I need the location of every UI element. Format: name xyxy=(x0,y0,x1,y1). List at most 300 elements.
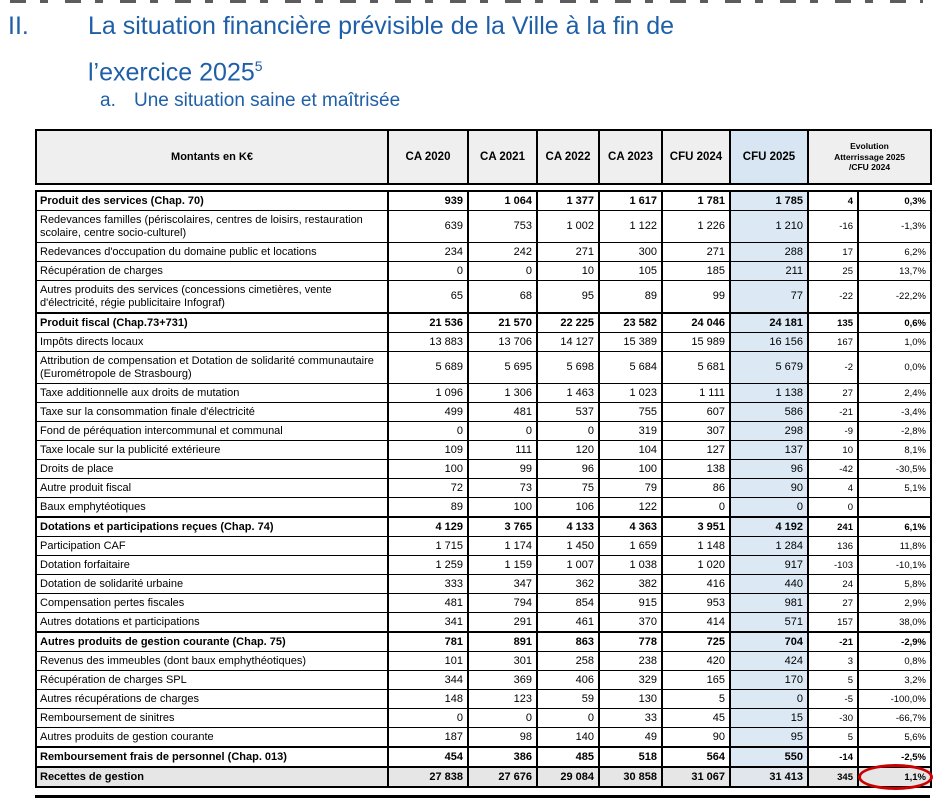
cell-evolution-percent: 0,8% xyxy=(858,652,931,671)
row-label: Récupération de charges xyxy=(36,262,388,281)
column-header-ca-2023: CA 2023 xyxy=(599,130,662,184)
cell-evolution-value: -21 xyxy=(808,632,858,652)
cell-value: 109 xyxy=(388,441,468,460)
column-header-cfu-2025: CFU 2025 xyxy=(730,130,808,184)
row-label: Taxe sur la consommation finale d'électricité xyxy=(36,403,388,422)
cell-value: 96 xyxy=(730,460,808,479)
row-label: Impôts directs locaux xyxy=(36,333,388,352)
cell-value: 755 xyxy=(599,403,662,422)
cell-value: 406 xyxy=(537,671,599,690)
cell-evolution-percent: 1,0% xyxy=(858,333,931,352)
row-label: Taxe additionnelle aux droits de mutation xyxy=(36,384,388,403)
cell-value: 1 174 xyxy=(468,537,537,556)
cell-value: 4 133 xyxy=(537,517,599,537)
cell-value: 347 xyxy=(468,575,537,594)
cell-evolution-value: -21 xyxy=(808,403,858,422)
cell-value: 1 210 xyxy=(730,211,808,243)
cell-value: 329 xyxy=(599,671,662,690)
cell-value: 1 450 xyxy=(537,537,599,556)
cell-value: 0 xyxy=(468,709,537,728)
cell-value: 170 xyxy=(730,671,808,690)
cell-evolution-percent: 13,7% xyxy=(858,262,931,281)
table-row xyxy=(36,556,931,575)
cell-value: 95 xyxy=(730,728,808,748)
cell-evolution-value: -9 xyxy=(808,422,858,441)
cell-evolution-percent: -2,9% xyxy=(858,632,931,652)
cell-evolution-value: 167 xyxy=(808,333,858,352)
table-row xyxy=(36,191,931,211)
cell-evolution-value: -103 xyxy=(808,556,858,575)
cell-value: 854 xyxy=(537,594,599,613)
cell-evolution-value: 10 xyxy=(808,441,858,460)
table-row xyxy=(36,517,931,537)
cell-evolution-percent: -10,1% xyxy=(858,556,931,575)
cell-value: 416 xyxy=(662,575,730,594)
cell-evolution-value: -2 xyxy=(808,352,858,384)
cell-value: 0 xyxy=(388,262,468,281)
table-row xyxy=(36,352,931,384)
cell-value: 99 xyxy=(468,460,537,479)
cell-value: 0 xyxy=(537,709,599,728)
cell-value: 185 xyxy=(662,262,730,281)
table-row xyxy=(36,333,931,352)
row-label: Récupération de charges SPL xyxy=(36,671,388,690)
cell-value: 1 306 xyxy=(468,384,537,403)
cell-value: 45 xyxy=(662,709,730,728)
cell-value: 120 xyxy=(537,441,599,460)
cell-evolution-value: 135 xyxy=(808,313,858,333)
row-label: Dotations et participations reçues (Chap. 74) xyxy=(36,517,388,537)
cell-value: 307 xyxy=(662,422,730,441)
cell-value: 382 xyxy=(599,575,662,594)
cell-value: 481 xyxy=(468,403,537,422)
cell-value: 101 xyxy=(388,652,468,671)
cell-evolution-percent: 0,6% xyxy=(858,313,931,333)
cell-value: 0 xyxy=(730,498,808,518)
cell-value: 362 xyxy=(537,575,599,594)
cell-value: 242 xyxy=(468,243,537,262)
cell-value: 550 xyxy=(730,747,808,767)
cell-value: 31 067 xyxy=(662,767,730,787)
table-row xyxy=(36,767,931,787)
subheading-text: Une situation saine et maîtrisée xyxy=(134,90,401,111)
row-label: Autres produits de gestion courante (Chap. 75) xyxy=(36,632,388,652)
cell-evolution-percent: -1,3% xyxy=(858,211,931,243)
cell-value: 499 xyxy=(388,403,468,422)
sub-heading xyxy=(100,90,400,112)
cell-value: 138 xyxy=(662,460,730,479)
column-header-label: Montants en K€ xyxy=(36,130,388,184)
cell-value: 49 xyxy=(599,728,662,748)
table-row xyxy=(36,313,931,333)
table-row xyxy=(36,575,931,594)
cell-value: 1 138 xyxy=(730,384,808,403)
table-row xyxy=(36,537,931,556)
title-line-1: La situation financière prévisible de la Ville à la fin de xyxy=(88,12,675,40)
cell-value: 891 xyxy=(468,632,537,652)
cell-value: 111 xyxy=(468,441,537,460)
cell-value: 386 xyxy=(468,747,537,767)
cell-evolution-percent: 0,3% xyxy=(858,191,931,211)
cell-evolution-percent: -2,5% xyxy=(858,747,931,767)
cell-evolution-percent: -2,8% xyxy=(858,422,931,441)
cell-value: 89 xyxy=(599,281,662,314)
cell-value: 4 192 xyxy=(730,517,808,537)
cell-value: 65 xyxy=(388,281,468,314)
cell-value: 1 659 xyxy=(599,537,662,556)
section-numeral: II. xyxy=(8,12,29,40)
cell-value: 1 259 xyxy=(388,556,468,575)
row-label: Participation CAF xyxy=(36,537,388,556)
cell-value: 0 xyxy=(537,422,599,441)
column-header-cfu-2024: CFU 2024 xyxy=(662,130,730,184)
cell-value: 301 xyxy=(468,652,537,671)
cell-evolution-value: 25 xyxy=(808,262,858,281)
cell-value: 0 xyxy=(388,709,468,728)
cell-value: 0 xyxy=(662,498,730,518)
table-body xyxy=(35,190,932,788)
cell-value: 607 xyxy=(662,403,730,422)
cell-value: 537 xyxy=(537,403,599,422)
cell-value: 1 122 xyxy=(599,211,662,243)
cell-value: 369 xyxy=(468,671,537,690)
cell-value: 271 xyxy=(662,243,730,262)
column-header-evolution: Evolution Atterrissage 2025 /CFU 2024 xyxy=(808,130,931,184)
cell-value: 1 159 xyxy=(468,556,537,575)
cell-value: 1 781 xyxy=(662,191,730,211)
cell-evolution-value: 4 xyxy=(808,479,858,498)
cell-value: 33 xyxy=(599,709,662,728)
cell-value: 86 xyxy=(662,479,730,498)
cell-value: 781 xyxy=(388,632,468,652)
cell-value: 5 684 xyxy=(599,352,662,384)
cell-value: 15 989 xyxy=(662,333,730,352)
row-label: Autres dotations et participations xyxy=(36,613,388,633)
page-title xyxy=(88,6,674,92)
cell-value: 140 xyxy=(537,728,599,748)
cell-value: 778 xyxy=(599,632,662,652)
cell-value: 1 148 xyxy=(662,537,730,556)
row-label: Taxe locale sur la publicité extérieure xyxy=(36,441,388,460)
footnote-reference: 5 xyxy=(254,58,263,74)
cell-value: 123 xyxy=(468,690,537,709)
cell-evolution-value: 241 xyxy=(808,517,858,537)
cell-value: 21 570 xyxy=(468,313,537,333)
cell-value: 3 951 xyxy=(662,517,730,537)
table-row xyxy=(36,262,931,281)
cell-value: 915 xyxy=(599,594,662,613)
cell-value: 89 xyxy=(388,498,468,518)
cell-evolution-value: -30 xyxy=(808,709,858,728)
row-label: Attribution de compensation et Dotation de solidarité communautaire (Eurométropole de Strasbourg) xyxy=(36,352,388,384)
cell-value: 461 xyxy=(537,613,599,633)
cell-value: 98 xyxy=(468,728,537,748)
cell-value: 29 084 xyxy=(537,767,599,787)
cell-evolution-value: 27 xyxy=(808,384,858,403)
cell-value: 5 695 xyxy=(468,352,537,384)
cell-value: 165 xyxy=(662,671,730,690)
cell-value: 106 xyxy=(537,498,599,518)
cell-value: 59 xyxy=(537,690,599,709)
cell-value: 100 xyxy=(468,498,537,518)
cell-value: 4 129 xyxy=(388,517,468,537)
cell-evolution-value: 17 xyxy=(808,243,858,262)
cell-value: 79 xyxy=(599,479,662,498)
cell-evolution-value: 345 xyxy=(808,767,858,787)
title-line-2: l’exercice 2025$^5$ xyxy=(88,58,263,87)
cell-value: 454 xyxy=(388,747,468,767)
cell-value: 1 038 xyxy=(599,556,662,575)
cell-value: 1 020 xyxy=(662,556,730,575)
table-row xyxy=(36,709,931,728)
cell-value: 1 002 xyxy=(537,211,599,243)
cell-value: 1 023 xyxy=(599,384,662,403)
table-row xyxy=(36,460,931,479)
cell-value: 15 xyxy=(730,709,808,728)
cell-evolution-value: 27 xyxy=(808,594,858,613)
cell-value: 1 377 xyxy=(537,191,599,211)
row-label: Produit des services (Chap. 70) xyxy=(36,191,388,211)
cell-evolution-percent: 2,4% xyxy=(858,384,931,403)
cell-value: 148 xyxy=(388,690,468,709)
cell-evolution-percent: -30,5% xyxy=(858,460,931,479)
table-row xyxy=(36,441,931,460)
column-header-ca-2020: CA 2020 xyxy=(388,130,468,184)
cell-value: 77 xyxy=(730,281,808,314)
cell-evolution-percent: 3,2% xyxy=(858,671,931,690)
cell-value: 5 698 xyxy=(537,352,599,384)
cell-value: 518 xyxy=(599,747,662,767)
cell-value: 96 xyxy=(537,460,599,479)
cell-value: 863 xyxy=(537,632,599,652)
row-label: Autres produits de gestion courante xyxy=(36,728,388,748)
cell-value: 72 xyxy=(388,479,468,498)
row-label: Redevances d'occupation du domaine public et locations xyxy=(36,243,388,262)
row-label: Fond de péréquation intercommunal et communal xyxy=(36,422,388,441)
header-row xyxy=(36,130,931,184)
row-label: Revenus des immeubles (dont baux emphythéotiques) xyxy=(36,652,388,671)
row-label: Dotation forfaitaire xyxy=(36,556,388,575)
table-row xyxy=(36,671,931,690)
cell-evolution-percent: 2,9% xyxy=(858,594,931,613)
cell-evolution-value: 136 xyxy=(808,537,858,556)
row-label: Autres récupérations de charges xyxy=(36,690,388,709)
cell-value: 0 xyxy=(730,690,808,709)
cell-value: 1 284 xyxy=(730,537,808,556)
cell-value: 725 xyxy=(662,632,730,652)
row-label: Produit fiscal (Chap.73+731) xyxy=(36,313,388,333)
table-header xyxy=(35,129,932,185)
column-header-ca-2021: CA 2021 xyxy=(468,130,537,184)
table-row xyxy=(36,498,931,518)
table-row xyxy=(36,243,931,262)
cell-value: 10 xyxy=(537,262,599,281)
cell-value: 981 xyxy=(730,594,808,613)
cell-value: 288 xyxy=(730,243,808,262)
cell-value: 704 xyxy=(730,632,808,652)
cell-value: 424 xyxy=(730,652,808,671)
cell-evolution-percent: -3,4% xyxy=(858,403,931,422)
section-heading xyxy=(8,6,674,92)
table-row xyxy=(36,403,931,422)
cell-value: 1 226 xyxy=(662,211,730,243)
cell-evolution-percent xyxy=(858,498,931,518)
cell-evolution-value: -16 xyxy=(808,211,858,243)
cell-value: 344 xyxy=(388,671,468,690)
row-label: Recettes de gestion xyxy=(36,767,388,787)
cell-value: 939 xyxy=(388,191,468,211)
cell-evolution-value: 5 xyxy=(808,671,858,690)
table-row xyxy=(36,422,931,441)
cell-value: 1 007 xyxy=(537,556,599,575)
row-label: Droits de place xyxy=(36,460,388,479)
table-row xyxy=(36,281,931,314)
table-row xyxy=(36,747,931,767)
cell-value: 271 xyxy=(537,243,599,262)
cell-value: 1 715 xyxy=(388,537,468,556)
cell-evolution-value: 24 xyxy=(808,575,858,594)
table-row xyxy=(36,690,931,709)
subheading-letter: a. xyxy=(100,90,116,111)
cell-value: 99 xyxy=(662,281,730,314)
row-label: Remboursement frais de personnel (Chap. 013) xyxy=(36,747,388,767)
table-row xyxy=(36,384,931,403)
cell-value: 100 xyxy=(599,460,662,479)
cell-value: 21 536 xyxy=(388,313,468,333)
cell-value: 234 xyxy=(388,243,468,262)
cell-value: 341 xyxy=(388,613,468,633)
cell-value: 0 xyxy=(468,262,537,281)
cell-value: 564 xyxy=(662,747,730,767)
table-row xyxy=(36,613,931,633)
cell-evolution-percent: 38,0% xyxy=(858,613,931,633)
column-header-ca-2022: CA 2022 xyxy=(537,130,599,184)
red-circle-annotation xyxy=(858,764,933,790)
cell-value: 23 582 xyxy=(599,313,662,333)
table-row xyxy=(36,728,931,748)
cell-evolution-percent: -100,0% xyxy=(858,690,931,709)
cell-value: 333 xyxy=(388,575,468,594)
cell-value: 30 858 xyxy=(599,767,662,787)
cell-value: 1 111 xyxy=(662,384,730,403)
cell-evolution-percent: 8,1% xyxy=(858,441,931,460)
cell-evolution-percent: 0,0% xyxy=(858,352,931,384)
cell-value: 319 xyxy=(599,422,662,441)
cell-evolution-value: -5 xyxy=(808,690,858,709)
cell-value: 753 xyxy=(468,211,537,243)
cell-evolution-value: 0 xyxy=(808,498,858,518)
cell-value: 917 xyxy=(730,556,808,575)
cell-value: 794 xyxy=(468,594,537,613)
cell-value: 370 xyxy=(599,613,662,633)
cell-value: 130 xyxy=(599,690,662,709)
cell-evolution-value: 3 xyxy=(808,652,858,671)
cell-value: 1 064 xyxy=(468,191,537,211)
cell-evolution-percent: 5,6% xyxy=(858,728,931,748)
row-label: Remboursement de sinitres xyxy=(36,709,388,728)
cell-value: 238 xyxy=(599,652,662,671)
financial-table xyxy=(35,129,930,798)
cell-value: 187 xyxy=(388,728,468,748)
cell-evolution-percent: 5,8% xyxy=(858,575,931,594)
cell-value: 1 096 xyxy=(388,384,468,403)
cell-value: 22 225 xyxy=(537,313,599,333)
cell-value: 14 127 xyxy=(537,333,599,352)
table-row xyxy=(36,632,931,652)
cell-evolution-percent: 5,1% xyxy=(858,479,931,498)
cell-value: 953 xyxy=(662,594,730,613)
cell-value: 5 689 xyxy=(388,352,468,384)
cell-evolution-percent: 1,1% xyxy=(858,767,931,787)
cell-evolution-percent: -66,7% xyxy=(858,709,931,728)
cell-value: 137 xyxy=(730,441,808,460)
cell-value: 4 363 xyxy=(599,517,662,537)
cell-evolution-percent: 11,8% xyxy=(858,537,931,556)
cell-evolution-percent: -22,2% xyxy=(858,281,931,314)
cell-value: 13 883 xyxy=(388,333,468,352)
cropped-text-artifact xyxy=(10,0,923,3)
cell-value: 571 xyxy=(730,613,808,633)
cell-value: 95 xyxy=(537,281,599,314)
cell-evolution-percent: 6,1% xyxy=(858,517,931,537)
cell-value: 122 xyxy=(599,498,662,518)
cell-value: 414 xyxy=(662,613,730,633)
cell-value: 24 181 xyxy=(730,313,808,333)
cell-value: 5 xyxy=(662,690,730,709)
cell-evolution-value: -42 xyxy=(808,460,858,479)
cell-value: 639 xyxy=(388,211,468,243)
cell-value: 586 xyxy=(730,403,808,422)
cell-value: 27 676 xyxy=(468,767,537,787)
row-label: Baux emphytéotiques xyxy=(36,498,388,518)
table-row xyxy=(36,594,931,613)
row-label: Dotation de solidarité urbaine xyxy=(36,575,388,594)
table-row xyxy=(36,479,931,498)
row-label: Autre produit fiscal xyxy=(36,479,388,498)
cell-value: 13 706 xyxy=(468,333,537,352)
table-row xyxy=(36,211,931,243)
cell-evolution-value: -14 xyxy=(808,747,858,767)
cell-value: 100 xyxy=(388,460,468,479)
cell-evolution-value: 4 xyxy=(808,191,858,211)
cell-value: 258 xyxy=(537,652,599,671)
cell-value: 298 xyxy=(730,422,808,441)
cell-value: 127 xyxy=(662,441,730,460)
cell-value: 5 681 xyxy=(662,352,730,384)
cell-value: 481 xyxy=(388,594,468,613)
cell-value: 1 463 xyxy=(537,384,599,403)
cell-value: 15 389 xyxy=(599,333,662,352)
cell-value: 291 xyxy=(468,613,537,633)
cell-value: 16 156 xyxy=(730,333,808,352)
row-label: Compensation pertes fiscales xyxy=(36,594,388,613)
cell-value: 105 xyxy=(599,262,662,281)
cell-value: 27 838 xyxy=(388,767,468,787)
cell-value: 90 xyxy=(730,479,808,498)
cell-value: 1 785 xyxy=(730,191,808,211)
cell-value: 0 xyxy=(388,422,468,441)
cell-evolution-percent: 6,2% xyxy=(858,243,931,262)
cell-evolution-value: 157 xyxy=(808,613,858,633)
cell-evolution-value: -22 xyxy=(808,281,858,314)
cell-value: 300 xyxy=(599,243,662,262)
cell-value: 90 xyxy=(662,728,730,748)
cell-value: 485 xyxy=(537,747,599,767)
row-label: Autres produits des services (concessions cimetières, vente d'électricité, régie publicitaire Infograf) xyxy=(36,281,388,314)
cell-value: 75 xyxy=(537,479,599,498)
cell-value: 3 765 xyxy=(468,517,537,537)
cell-value: 420 xyxy=(662,652,730,671)
